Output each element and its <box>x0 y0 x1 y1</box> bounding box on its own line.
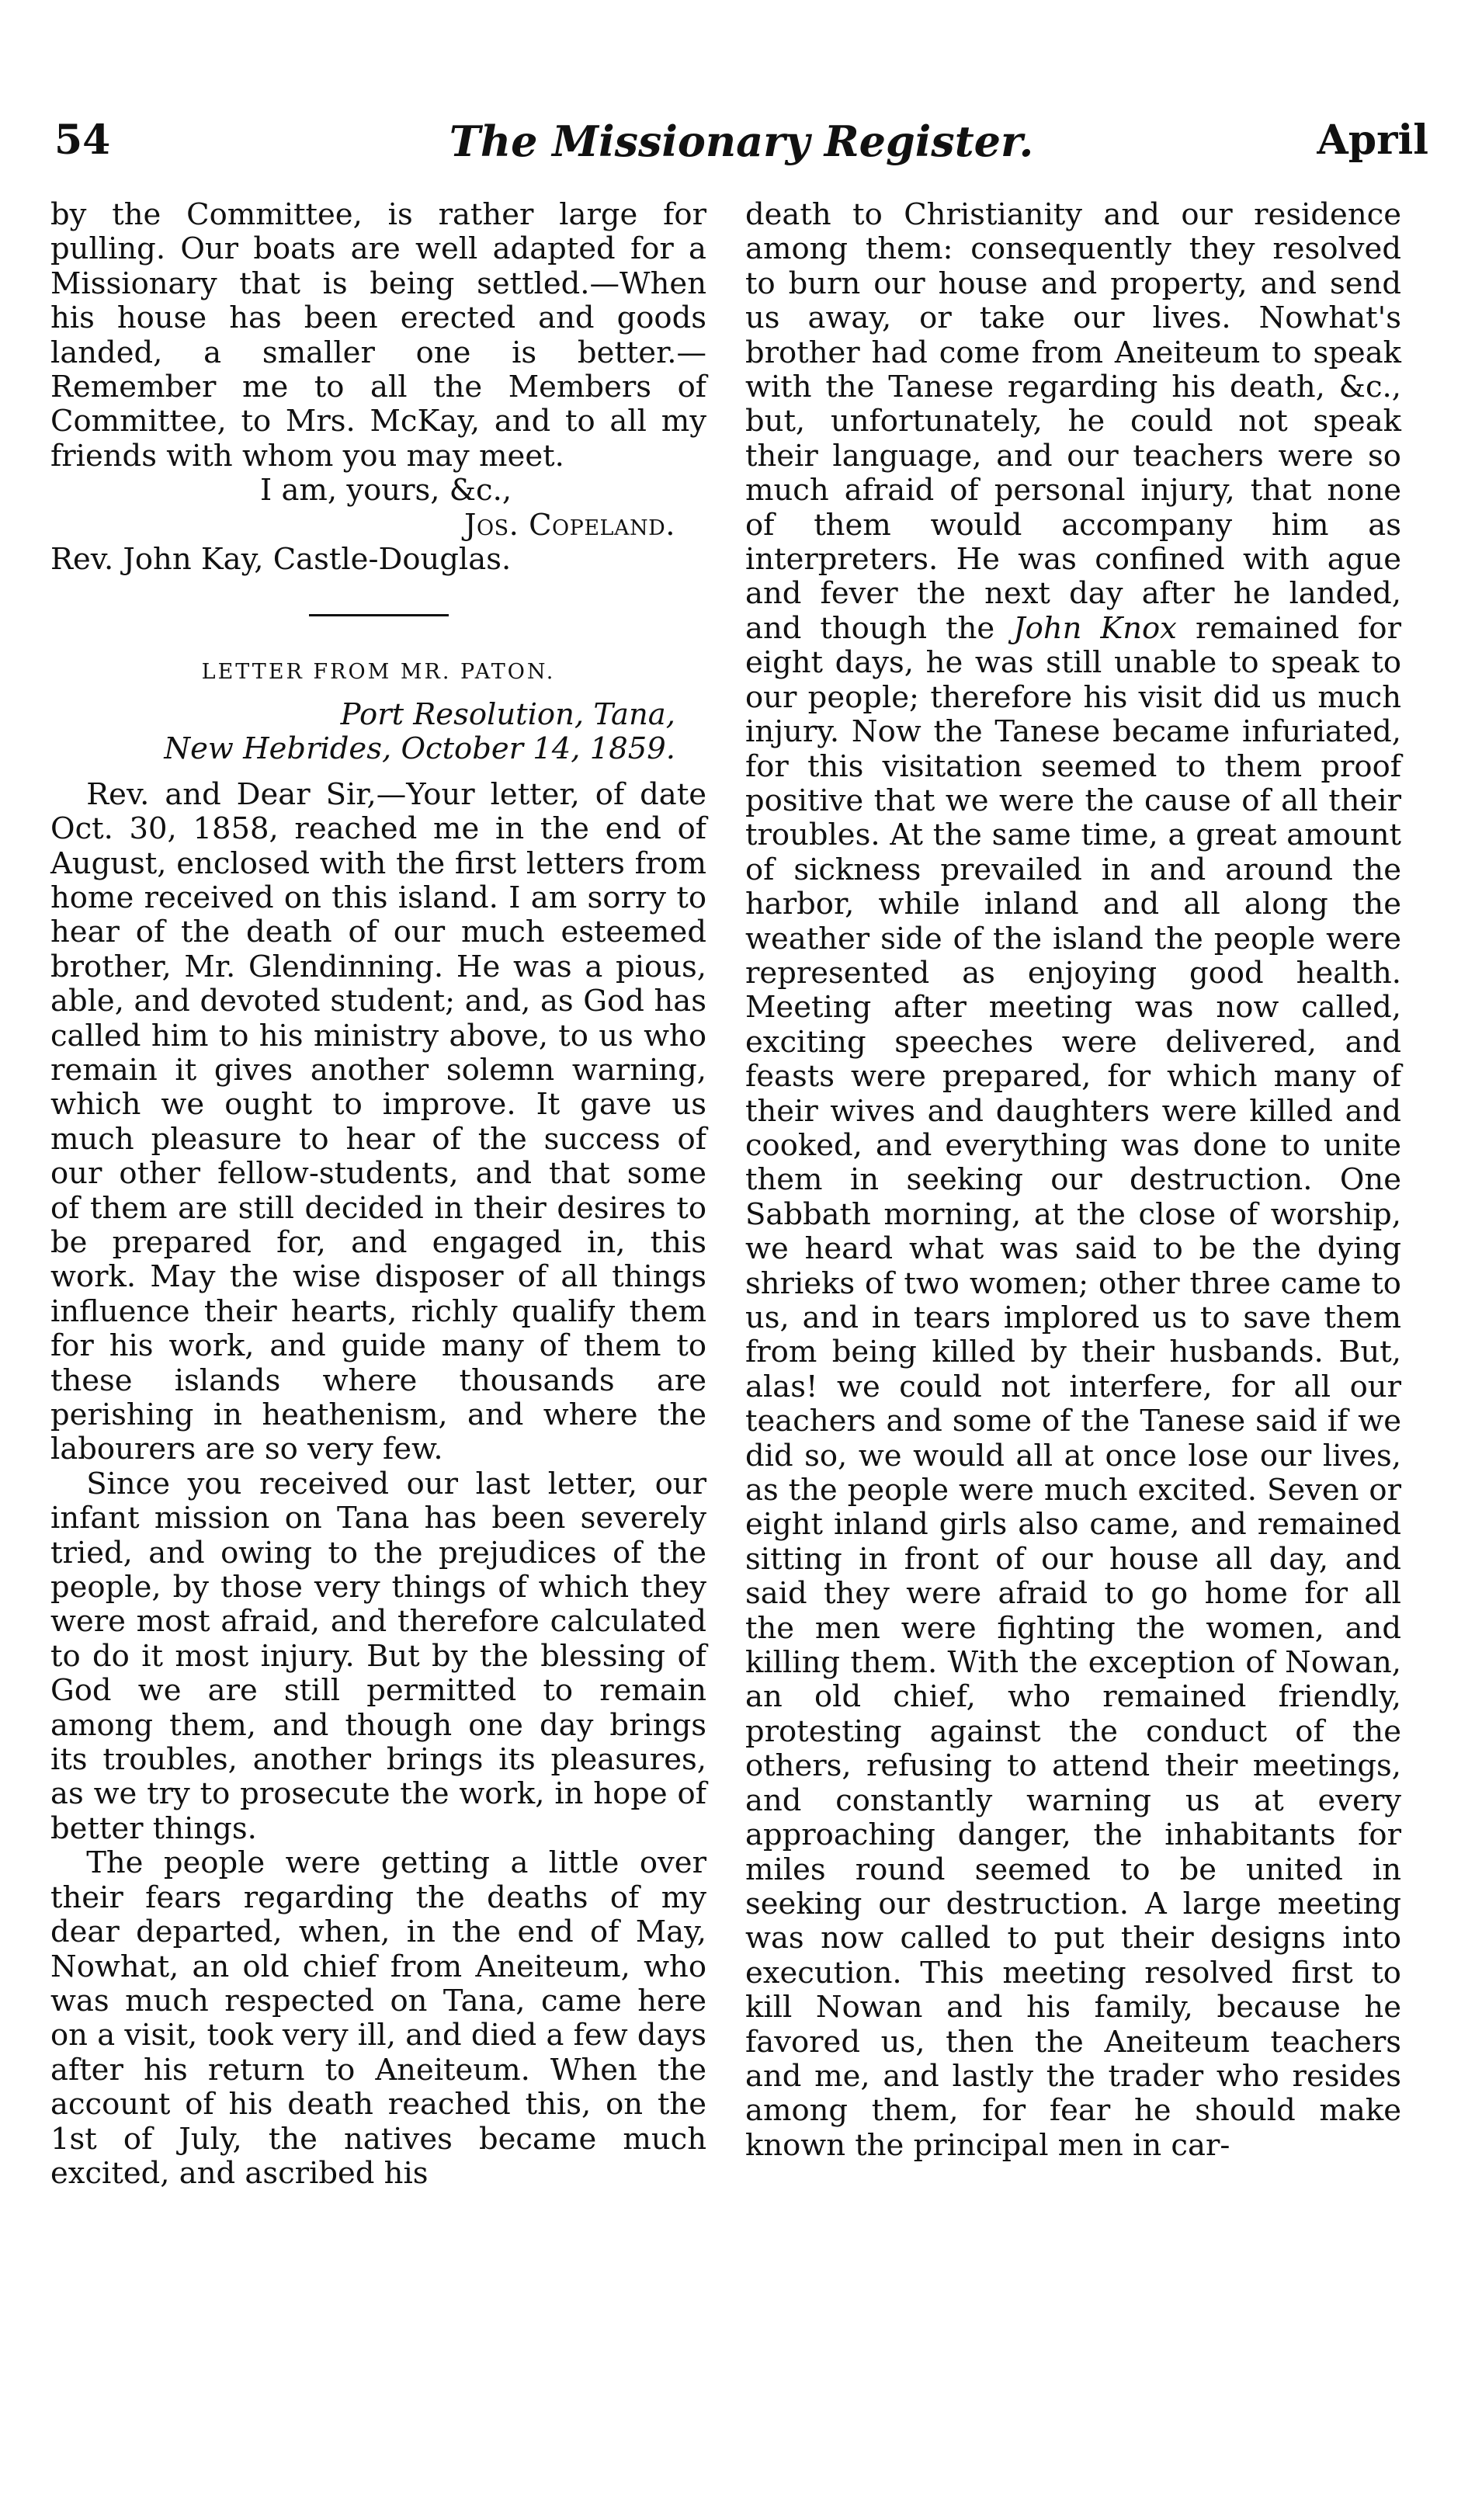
page-number: 54 <box>54 116 111 164</box>
letter-dateline-date: New Hebrides, October 14, 1859. <box>164 731 675 767</box>
letter-signoff: I am, yours, &c., <box>260 473 512 509</box>
continuation-paragraph: by the Committee, is rather large for pulling. Our boats are well adapted for a Missionary that is being settled.—When his house has been erected and goods landed, a smaller one is better.—Remember me to all the Members of Committee, to Mrs. McKay, and to all my friends with whom you may meet. <box>50 197 706 474</box>
running-title: The Missionary Register. <box>449 116 1034 166</box>
page-header <box>54 116 1428 179</box>
letter-dateline-place: Port Resolution, Tana, <box>340 696 675 732</box>
letter-signature: Jos. Copeland. <box>464 507 675 543</box>
right-column-paragraph <box>745 198 1401 2163</box>
letter-paragraph-2: Since you received our last letter, our infant mission on Tana has been severely tried, and owing to the prejudices of the people, by those very things of which they were most afraid, and therefore calculated to do it most injury. But by the blessing of God we are still permitted to remain among them, and though one day brings its troubles, another brings its pleasures, as we try to prosecute the work, in hope of better things. <box>50 1466 706 1846</box>
running-month: April <box>1317 116 1428 164</box>
right-column <box>745 198 1401 2163</box>
letter-addressee: Rev. John Kay, Castle-Douglas. <box>50 542 512 578</box>
text-after-ship-name: remained for eight days, he was still unable to speak to our people; therefore his visit did us much injury. Now the Tanese became infuriated, for this visitation seemed to them proof positive that we were the cause of all their troubles. At the same time, a great amount of sickness prevailed in and around the harbor, while inland and all along the weather side of the island the people were represented as enjoying good health. Meeting after meeting was now called, exciting speeches were delivered, and feasts were prepared, for which many of their wives and daughters were killed and cooked, and everything was done to unite them in seeking our destruction. One Sabbath morning, at the close of worship, we heard what was said to be the dying shrieks of two women; other three came to us, and in tears implored us to save them from being killed by their husbands. But, alas! we could not interfere, for all our teachers and some of the Tanese said if we did so, we would all at once lose our lives, as the people were much excited. Seven or eight inland girls also came, and remained sitting in front of our house all day, and said they were afraid to go home for all the men were fighting the women, and killing them. With the exception of Nowan, an old chief, who remained friendly, protesting against the conduct of the others, refusing to attend their meetings, and constantly warning us at every approaching danger, the inhabitants for miles round seemed to be united in seeking our destruction. A large meeting was now called to put their designs into execution. This meeting resolved first to kill Nowan and his family, because he favored us, then the Aneiteum teachers and me, and lastly the trader who resides among them, for fear he should make known the principal men in car- <box>745 610 1401 2163</box>
letter-paragraph-1: Rev. and Dear Sir,—Your letter, of date Oct. 30, 1858, reached me in the end of August, enclosed with the first letters from home received on this island. I am sorry to hear of the death of our much esteemed brother, Mr. Glendinning. He was a pious, able, and devoted student; and, as God has called him to his ministry above, to us who remain it gives another solemn warning, which we ought to improve. It gave us much pleasure to hear of the success of our other fellow-students, and that some of them are still decided in their desires to be prepared for, and engaged in, this work. May the wise disposer of all things influence their hearts, richly qualify them for his work, and guide many of them to these islands where thousands are perishing in heathenism, and where the labourers are so very few. <box>50 776 706 1467</box>
text-before-ship-name: death to Christianity and our residence among them: consequently they resolved to burn our house and property, and send us away, or take our lives. Nowhat's brother had come from Aneiteum to speak with the Tanese regarding his death, &c., but, unfortunately, he could not speak their language, and our teachers were so much afraid of personal injury, that none of them would accompany him as interpreters. He was confined with ague and fever the next day after he landed, and though the <box>745 197 1401 646</box>
section-divider <box>309 614 449 616</box>
left-column <box>50 198 706 2191</box>
letter-heading: LETTER FROM MR. PATON. <box>201 660 556 685</box>
letter-paragraph-3: The people were getting a little over their fears regarding the deaths of my dear departed, when, in the end of May, Nowhat, an old chief from Aneiteum, who was much respected on Tana, came here on a visit, took very ill, and died a few days after his return to Aneiteum. When the account of his death reached this, on the 1st of July, the natives became much excited, and ascribed his <box>50 1845 707 2191</box>
ship-name: John Knox <box>1013 610 1177 646</box>
